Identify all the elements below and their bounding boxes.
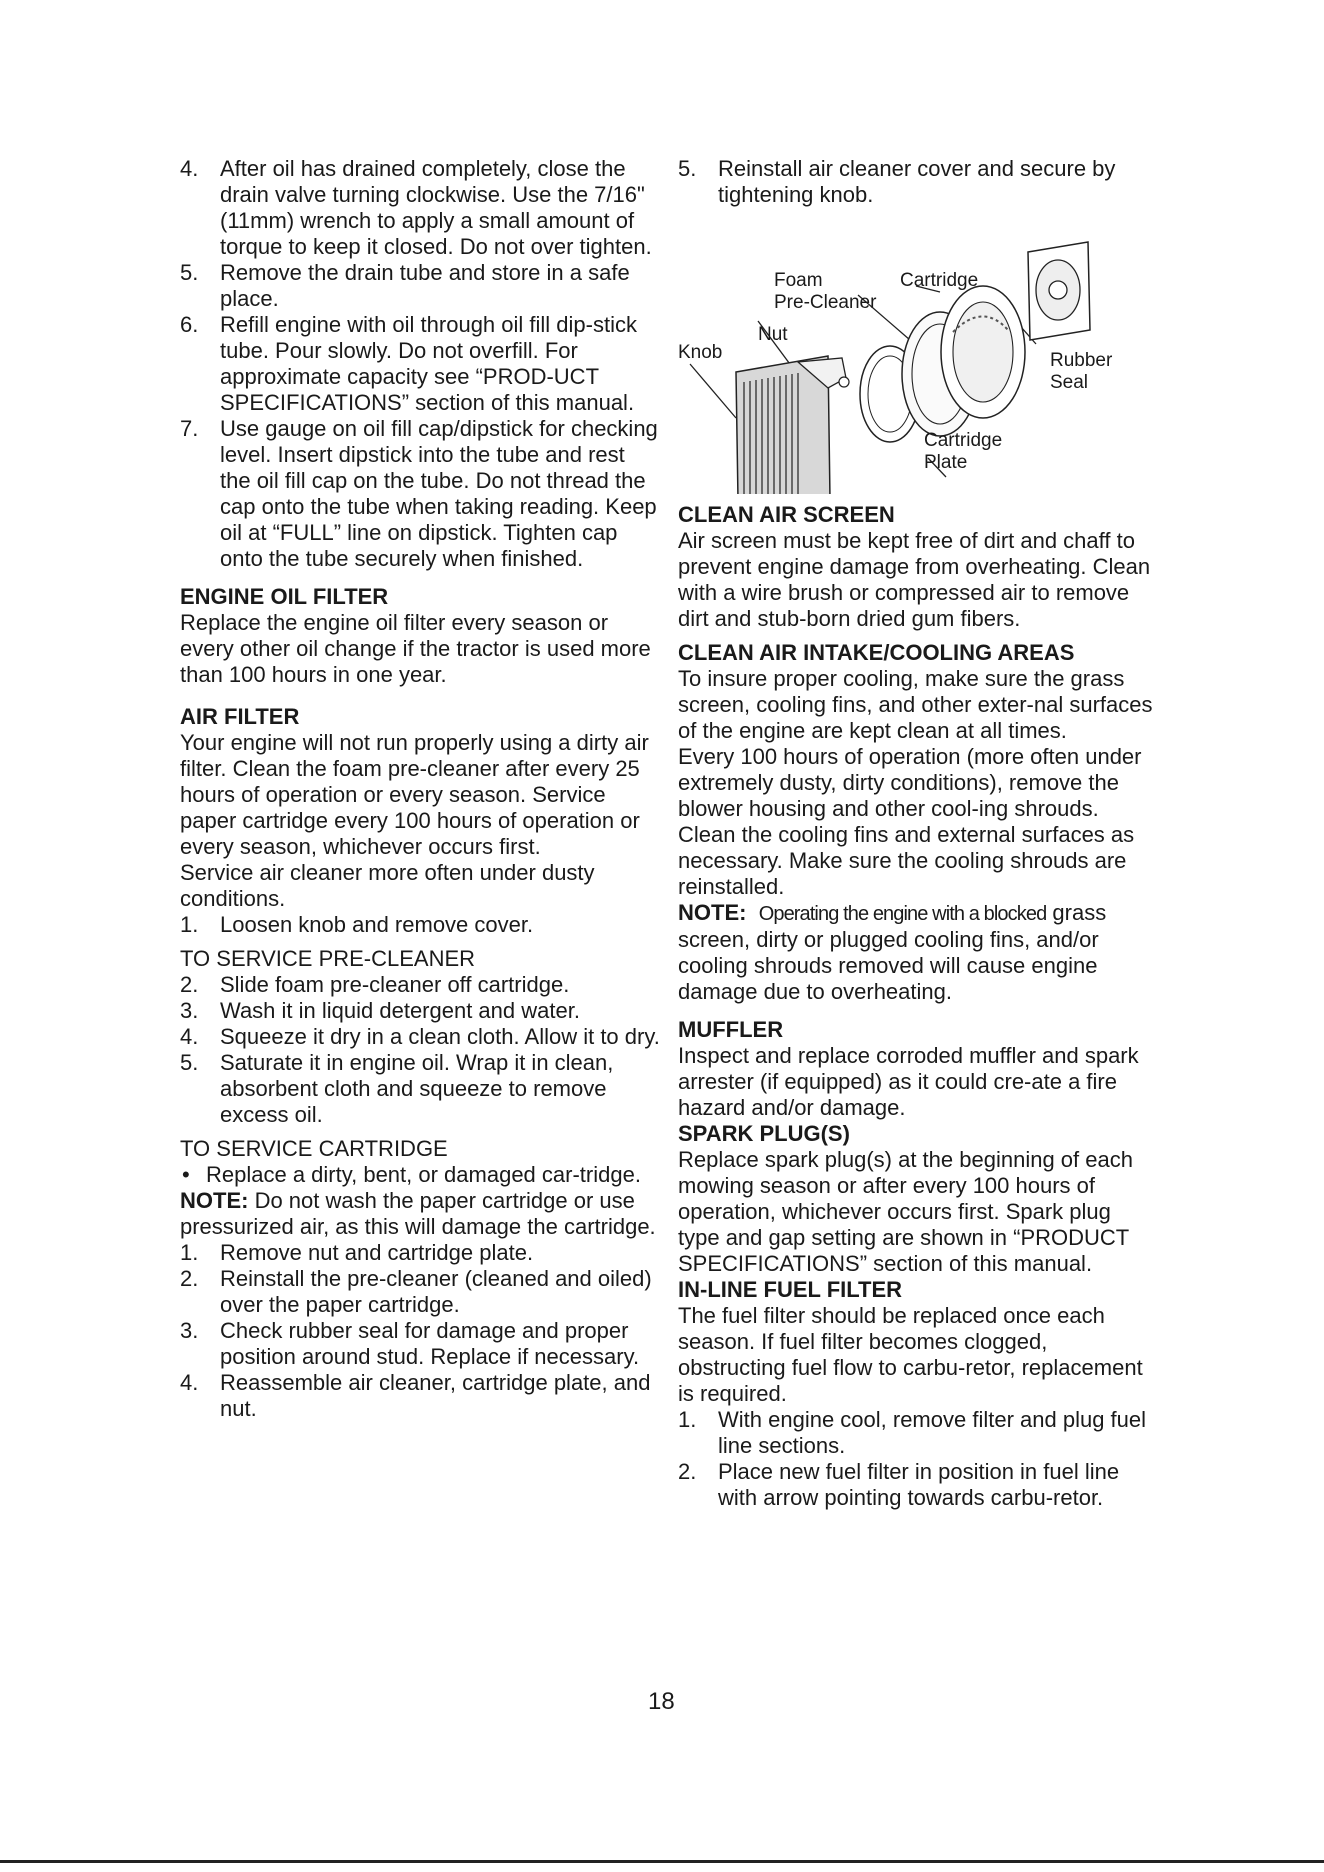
list-text: Reinstall the pre-cleaner (cleaned and oiled) over the paper cartridge. [220, 1266, 652, 1317]
list-text: Refill engine with oil through oil fill dip-stick tube. Pour slowly. Do not overfill. For approximate capacity see “PROD-UCT SPECIFICATIONS” section of this manual. [220, 312, 637, 415]
air-screen-text: Air screen must be kept free of dirt and chaff to prevent engine damage from overheating. Clean with a wire brush or compressed air to remove dirt and stub-born dried gum fibers. [678, 528, 1151, 631]
cartridge-icon [941, 286, 1025, 418]
rubber-seal-label: Seal [1050, 372, 1089, 393]
list-item [180, 1050, 660, 1128]
list-item [180, 156, 660, 260]
bullet-text: Replace a dirty, bent, or damaged car-tridge. [206, 1162, 641, 1187]
list-item [180, 1240, 660, 1266]
list-item [180, 1266, 660, 1318]
rubber-seal-label: Rubber [1050, 350, 1113, 371]
air-filter-heading: AIR FILTER [180, 704, 300, 729]
bullet-glyph: • [182, 1162, 190, 1187]
note-label: NOTE: [180, 1188, 249, 1213]
note-text: Operating the engine with a blocked [758, 903, 1047, 925]
cartridge-plate-label: Cartridge [924, 430, 1003, 451]
list-number: 6. [180, 312, 199, 337]
list-item [678, 1459, 1158, 1511]
list-number: 5. [678, 156, 697, 181]
list-text: Loosen knob and remove cover. [220, 912, 534, 937]
left-column [180, 156, 660, 1422]
list-item [180, 416, 660, 572]
engine-oil-filter-heading: ENGINE OIL FILTER [180, 584, 389, 609]
cartridge-label: Cartridge [900, 270, 979, 291]
list-number: 1. [180, 912, 199, 937]
foam-label: Foam [774, 270, 823, 291]
list-text: After oil has drained completely, close the drain valve turning clockwise. Use the 7/16" (11mm) wrench to apply a small amount of torque to keep it closed. Do not over tighten. [220, 156, 652, 259]
clean-air-screen-heading: CLEAN AIR SCREEN [678, 502, 895, 527]
list-text: Slide foam pre-cleaner off cartridge. [220, 972, 570, 997]
list-text: Use gauge on oil fill cap/dipstick for checking level. Insert dipstick into the tube and rest the oil fill cap on the tube. Do not thread the cap onto the tube when taking reading. Keep oil at “FULL” line on dipstick. Tighten cap onto the tube securely when finished. [220, 416, 658, 571]
list-number: 2. [180, 972, 199, 997]
fuel-filter-text: The fuel filter should be replaced once each season. If fuel filter becomes clogged, obstructing fuel flow to carbu-retor, replacement is required. [678, 1303, 1143, 1406]
muffler-heading: MUFFLER [678, 1017, 784, 1042]
list-text: Remove nut and cartridge plate. [220, 1240, 534, 1265]
list-item [180, 1024, 660, 1050]
list-item [678, 156, 1158, 208]
list-number: 2. [678, 1459, 697, 1484]
list-item [180, 972, 660, 998]
air-cleaner-diagram [678, 212, 1148, 494]
list-text: Reassemble air cleaner, cartridge plate, and nut. [220, 1370, 651, 1421]
cartridge-plate-label: Plate [924, 452, 968, 473]
page-number: 18 [648, 1688, 675, 1715]
list-text: Reinstall air cleaner cover and secure by tightening knob. [718, 156, 1116, 207]
precleaner-heading: TO SERVICE PRE-CLEANER [180, 946, 476, 971]
precleaner-label: Pre-Cleaner [774, 292, 877, 313]
engine-oil-filter-text: Replace the engine oil filter every season or every other oil change if the tractor is used more than 100 hours in one year. [180, 610, 651, 687]
cartridge-heading: TO SERVICE CARTRIDGE [180, 1136, 448, 1161]
nut-label: Nut [758, 324, 788, 345]
list-number: 1. [180, 1240, 199, 1265]
list-number: 2. [180, 1266, 199, 1291]
fuel-filter-heading: IN-LINE FUEL FILTER [678, 1277, 903, 1302]
list-text: With engine cool, remove filter and plug fuel line sections. [718, 1407, 1147, 1458]
list-text: Place new fuel filter in position in fuel line with arrow pointing towards carbu-retor. [718, 1459, 1120, 1510]
list-item [180, 912, 660, 938]
spark-plug-text: Replace spark plug(s) at the beginning of each mowing season or after every 100 hours of operation, whichever occurs first. Spark plug type and gap setting are shown in “PRODUCT SPECIFICATIONS” section of this manual. [678, 1147, 1133, 1276]
list-item [180, 998, 660, 1024]
list-item [180, 1370, 660, 1422]
note-label: NOTE: [678, 900, 747, 925]
list-text: Wash it in liquid detergent and water. [220, 998, 580, 1023]
spark-plug-heading: SPARK PLUG(S) [678, 1121, 850, 1146]
list-item [180, 260, 660, 312]
list-text: Saturate it in engine oil. Wrap it in clean, absorbent cloth and squeeze to remove excess oil. [220, 1050, 614, 1127]
list-text: Squeeze it dry in a clean cloth. Allow it to dry. [220, 1024, 660, 1049]
air-filter-paragraph: Your engine will not run properly using a dirty air filter. Clean the foam pre-cleaner after every 25 hours of operation or every season. Service paper cartridge every 100 hours of operation or every season, whichever occurs first. [180, 730, 649, 859]
list-item [678, 1407, 1158, 1459]
bullet-item [180, 1162, 660, 1188]
list-number: 4. [180, 1370, 199, 1395]
list-number: 5. [180, 1050, 199, 1075]
list-number: 4. [180, 1024, 199, 1049]
list-number: 4. [180, 156, 199, 181]
list-number: 5. [180, 260, 199, 285]
note-text: grass screen, dirty or plugged cooling fins, and/or cooling shrouds removed will cause engine damage due to overheating. [678, 900, 1107, 1004]
list-number: 1. [678, 1407, 697, 1432]
list-number: 3. [180, 1318, 199, 1343]
list-item [180, 312, 660, 416]
note-paragraph [678, 900, 1158, 1005]
list-number: 7. [180, 416, 199, 441]
note-paragraph [180, 1188, 660, 1240]
intake-paragraph: Every 100 hours of operation (more often under extremely dusty, dirty conditions), remove the blower housing and other cool-ing shrouds. Clean the cooling fins and external surfaces as necessary. Make sure the cooling shrouds are reinstalled. [678, 744, 1142, 899]
knob-label: Knob [678, 342, 723, 363]
muffler-text: Inspect and replace corroded muffler and spark arrester (if equipped) as it could cre-ate a fire hazard and/or damage. [678, 1043, 1139, 1120]
intake-cooling-heading: CLEAN AIR INTAKE/COOLING AREAS [678, 640, 1075, 665]
housing-icon [736, 356, 849, 494]
list-text: Check rubber seal for damage and proper position around stud. Replace if necessary. [220, 1318, 640, 1369]
list-number: 3. [180, 998, 199, 1023]
list-text: Remove the drain tube and store in a safe place. [220, 260, 630, 311]
bottom-rule [0, 1860, 1324, 1863]
list-item [180, 1318, 660, 1370]
cover-icon [1028, 242, 1090, 340]
intake-paragraph: To insure proper cooling, make sure the grass screen, cooling fins, and other exter-nal surfaces of the engine are kept clean at all times. [678, 666, 1153, 743]
note-text: Do not wash the paper cartridge or use pressurized air, as this will damage the cartridge. [180, 1188, 656, 1239]
right-column [678, 156, 1158, 1511]
air-filter-paragraph: Service air cleaner more often under dusty conditions. [180, 860, 595, 911]
